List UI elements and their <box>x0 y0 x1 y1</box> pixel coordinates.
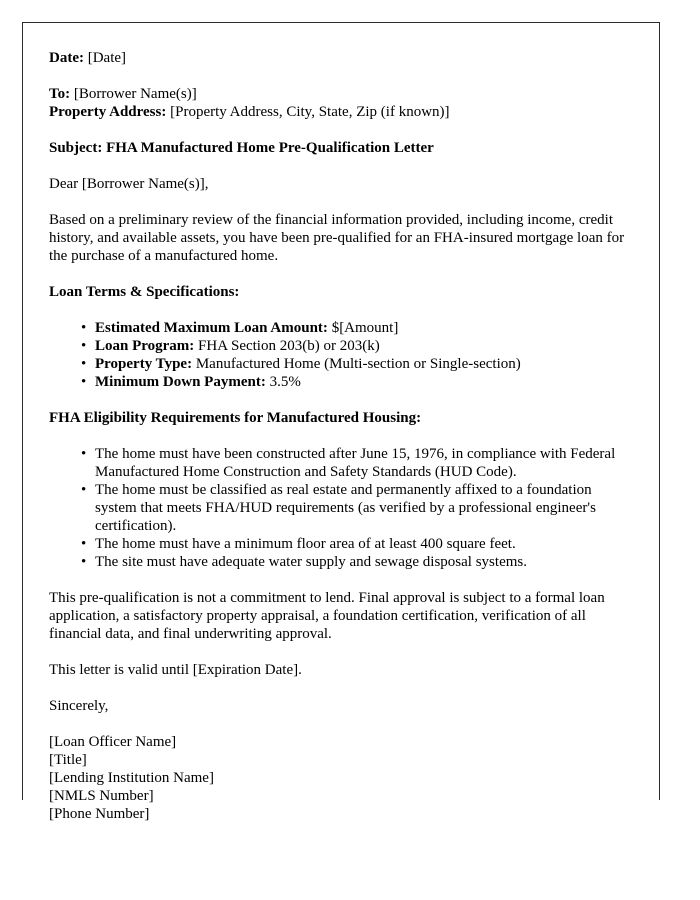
spacer <box>49 193 633 211</box>
lending-institution-name: [Lending Institution Name] <box>49 770 214 786</box>
phone-number: [Phone Number] <box>49 806 150 822</box>
loan-terms-list <box>49 319 633 391</box>
property-address-line <box>49 103 633 121</box>
officer-title: [Title] <box>49 752 87 768</box>
spacer <box>49 391 633 409</box>
loan-officer-name: [Loan Officer Name] <box>49 734 177 750</box>
loan-term-value: Manufactured Home (Multi-section or Single-section) <box>195 356 521 372</box>
spacer <box>49 643 633 661</box>
date-label: Date: <box>49 50 84 66</box>
loan-term-value: $[Amount] <box>331 320 399 336</box>
spacer <box>49 157 633 175</box>
list-item: • The home must have a minimum floor area of at least 400 square feet. <box>81 535 633 553</box>
closing: Sincerely, <box>49 698 109 714</box>
list-item: • The site must have adequate water supply and sewage disposal systems. <box>81 553 633 571</box>
spacer <box>49 571 633 589</box>
spacer <box>49 715 633 733</box>
loan-term-label: Loan Program: <box>95 338 195 354</box>
validity-line: This letter is valid until [Expiration Date]. <box>49 662 302 678</box>
to-value: [Borrower Name(s)] <box>73 86 197 102</box>
spacer <box>49 265 633 283</box>
spacer <box>49 427 633 445</box>
loan-term-value: FHA Section 203(b) or 203(k) <box>198 338 380 354</box>
list-item <box>81 337 633 355</box>
eligibility-list <box>49 445 633 571</box>
intro-paragraph: Based on a preliminary review of the financial information provided, including income, credit history, and available assets, you have been pre-qualified for an FHA-insured mortgage loan for the purchase of a manufactured home. <box>49 212 625 264</box>
spacer <box>49 121 633 139</box>
to-label: To: <box>49 86 71 102</box>
date-value: [Date] <box>87 50 127 66</box>
loan-term-label: Property Type: <box>95 356 193 372</box>
list-item: • The home must have been constructed after June 15, 1976, in compliance with Federal Manufactured Home Construction and Safety Standards (HUD Code). <box>81 445 633 481</box>
property-address-label: Property Address: <box>49 104 167 120</box>
disclaimer-paragraph: This pre-qualification is not a commitment to lend. Final approval is subject to a formal loan application, a satisfactory property appraisal, a foundation certification, verification of all financial data, and final underwriting approval. <box>49 590 605 642</box>
list-item <box>81 355 633 373</box>
loan-term-label: Minimum Down Payment: <box>95 374 266 390</box>
letter-content <box>23 23 659 823</box>
property-address-value: [Property Address, City, State, Zip (if known)] <box>170 104 450 120</box>
subject-line: Subject: FHA Manufactured Home Pre-Qualification Letter <box>49 140 434 156</box>
spacer <box>49 679 633 697</box>
eligibility-heading: FHA Eligibility Requirements for Manufactured Housing: <box>49 410 422 426</box>
date-line <box>49 49 633 67</box>
recipient-line <box>49 85 633 103</box>
spacer <box>49 301 633 319</box>
loan-term-label: Estimated Maximum Loan Amount: <box>95 320 328 336</box>
document-page <box>22 22 660 822</box>
list-item: • The home must be classified as real estate and permanently affixed to a foundation system that meets FHA/HUD requirements (as verified by a professional engineer's certification). <box>81 481 633 535</box>
nmls-number: [NMLS Number] <box>49 788 154 804</box>
loan-term-value: 3.5% <box>269 374 301 390</box>
list-item <box>81 319 633 337</box>
signature-block <box>49 733 633 823</box>
list-item <box>81 373 633 391</box>
loan-terms-heading: Loan Terms & Specifications: <box>49 284 240 300</box>
spacer <box>49 67 633 85</box>
salutation: Dear [Borrower Name(s)], <box>49 176 209 192</box>
